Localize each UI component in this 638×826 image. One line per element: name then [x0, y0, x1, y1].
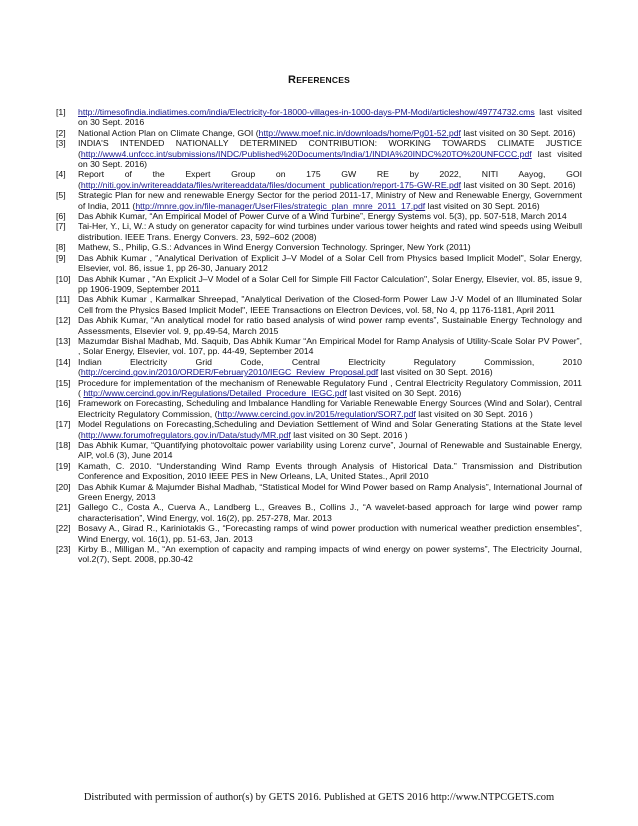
reference-item — [56, 419, 582, 440]
reference-item — [56, 211, 582, 221]
reference-link[interactable]: http://www.moef.nic.in/downloads/home/Pg01-52.pdf — [258, 127, 461, 138]
reference-number: [7] — [56, 221, 66, 232]
reference-link[interactable]: http://mnre.gov.in/file-manager/UserFiles/strategic_plan_mnre_2011_17.pdf — [135, 200, 426, 211]
reference-number: [3] — [56, 138, 66, 149]
distribution-footer: Distributed with permission of author(s) by GETS 2016. Published at GETS 2016 http://www.NTPCGETS.com — [83, 792, 555, 803]
reference-number: [12] — [56, 315, 71, 326]
reference-text — [78, 169, 582, 190]
reference-number: [20] — [56, 481, 71, 492]
reference-text — [78, 461, 582, 482]
reference-text-segment: last visited on 30 Sept. 2016) — [378, 367, 493, 378]
reference-link[interactable]: http://cercind.gov.in/2010/ORDER/February2010/IEGC_Review_Proposal.pdf — [80, 367, 379, 378]
reference-text-segment: Das Abhik Kumar , "Analytical Derivation of Explicit J–V Model of a Solar Cell from Physics based Implicit Model", Solar Energy, Elsevier, vol. 86, issue 1, pp 26-30, January 2012 — [78, 252, 582, 274]
reference-text — [78, 482, 582, 503]
reference-text-segment: Indian Electricity Grid Code, Central Electricity Regulatory Commission, 2010 ( — [78, 356, 582, 378]
reference-item — [56, 482, 582, 503]
reference-text-segment: Bosavy A., Girad R., Kariniotakis G., “Forecasting ramps of wind power production with numerical weather prediction ensembles”, Wind Energy, vol. 16(1), pp. 51-63, Jan. 2013 — [78, 523, 582, 544]
reference-text — [78, 357, 582, 378]
reference-text-segment: last visited on 30 Sept. 2016) — [460, 127, 576, 138]
reference-text-segment: Das Abhik Kumar , "An Explicit J–V Model of a Solar Cell for Simple Fill Factor Calculation", Solar Energy, Elsevier, vol. 85, issue 9, pp 1906-1909, September 2011 — [78, 273, 582, 294]
reference-link[interactable]: http://www.forumofregulators.gov.in/Data/study/MR.pdf — [80, 429, 291, 440]
reference-number: [9] — [56, 252, 66, 263]
reference-item — [56, 544, 582, 565]
reference-text — [78, 294, 582, 315]
reference-text — [78, 544, 582, 565]
reference-number: [8] — [56, 242, 66, 253]
reference-item — [56, 169, 582, 190]
reference-text — [78, 242, 582, 252]
reference-number: [16] — [56, 398, 71, 409]
reference-text — [78, 336, 582, 357]
reference-item — [56, 440, 582, 461]
reference-text — [78, 107, 582, 128]
reference-number: [6] — [56, 211, 66, 222]
reference-text-segment: Framework on Forecasting, Scheduling and Imbalance Handling for Variable Renewable Energy Sources (Wind and Solar), Central Electricity Regulatory Commission, ( — [78, 398, 582, 419]
reference-item — [56, 274, 582, 295]
reference-item — [56, 242, 582, 252]
reference-item — [56, 398, 582, 419]
reference-text — [78, 221, 582, 242]
reference-item — [56, 315, 582, 336]
reference-text — [78, 419, 582, 440]
reference-item — [56, 190, 582, 211]
reference-item — [56, 128, 582, 138]
reference-item — [56, 336, 582, 357]
reference-number: [4] — [56, 169, 66, 180]
reference-number: [2] — [56, 127, 66, 138]
reference-text — [78, 440, 582, 461]
reference-text-segment: Mazumdar Bishal Madhab, Md. Saquib, Das Abhik Kumar “An Empirical Model for Ramp Analysis of Utility-Scale Solar PV Power”, , Solar Energy, Elsevier, vol. 107, pp. 44-49, September 2014 — [78, 335, 582, 357]
reference-text — [78, 253, 582, 274]
reference-text — [78, 378, 582, 399]
reference-number: [23] — [56, 544, 71, 555]
reference-text-segment: last visited on 30 Sept. 2016 — [78, 107, 582, 128]
reference-link[interactable]: http://niti.gov.in/writereaddata/files/writereaddata/files/document_publication/report-175-GW-RE.pdf — [80, 179, 462, 190]
reference-text — [78, 138, 582, 169]
reference-item — [56, 357, 582, 378]
reference-text-segment: Strategic Plan for new and renewable Energy Sector for the period 2011-17, Ministry of New and Renewable Energy, Government of India, 2011 ( — [78, 190, 582, 211]
references-heading — [0, 74, 638, 86]
reference-number: [18] — [56, 440, 71, 450]
reference-text-segment: last visited on 30 Sept. 2016 ) — [415, 408, 533, 419]
reference-item — [56, 502, 582, 523]
reference-text-segment: Gallego C., Costa A., Cuerva A., Landberg L., Greaves B., Collins J., “A wavelet-based approach for large wind power ramp characterisation”, Wind Energy, vol. 16(2), pp. 257-278, Mar. 2013 — [78, 502, 582, 523]
reference-text — [78, 502, 582, 523]
reference-item — [56, 523, 582, 544]
reference-item — [56, 221, 582, 242]
reference-number: [11] — [56, 294, 70, 305]
reference-text-segment: Das Abhik Kumar, “An analytical model for ratio based analysis of wind power ramp events”, Sustainable Energy Technology and Assessments, Elsevier vol. 9, pp.49-54, March 2015 — [78, 315, 582, 336]
reference-number: [1] — [56, 107, 66, 117]
reference-text-segment: Kamath, C. 2010. “Understanding Wind Ramp Events through Analysis of Historical Data.” Transmission and Distribution Conference and Exposition, 2010 IEEE PES in New Orleans, LA, United States., April 2010 — [78, 460, 582, 482]
reference-item — [56, 107, 582, 128]
reference-text — [78, 274, 582, 295]
reference-number: [14] — [56, 356, 71, 367]
reference-number: [10] — [56, 273, 71, 284]
reference-item — [56, 461, 582, 482]
reference-text — [78, 190, 582, 211]
reference-item — [56, 138, 582, 169]
reference-number: [22] — [56, 523, 71, 534]
reference-text-segment: Das Abhik Kumar, “Quantifying photovoltaic power variability using Lorenz curve”, Journal of Renewable and Sustainable Energy, AIP, vol.6 (3), June 2014 — [78, 440, 582, 461]
reference-link[interactable]: http://www.cercind.gov.in/Regulations/Detailed_Procedure_IEGC.pdf — [83, 387, 347, 398]
reference-number: [5] — [56, 190, 66, 201]
reference-text — [78, 211, 582, 221]
reference-text-segment: Das Abhik Kumar & Majumder Bishal Madhab, “Statistical Model for Wind Power based on Ramp Analysis”, International Journal of Green Energy, 2013 — [78, 481, 582, 503]
reference-link[interactable]: http://www.cercind.gov.in/2015/regulation/SOR7.pdf — [217, 408, 416, 419]
reference-text — [78, 315, 582, 336]
reference-text-segment: Mathew, S., Philip, G.S.: Advances in Wind Energy Conversion Technology. Springer, New York (2011) — [78, 242, 471, 253]
reference-link[interactable]: http://www4.unfccc.int/submissions/INDC/Published%20Documents/India/1/INDIA%20INDC%20TO%20UNFCCC.pdf — [80, 148, 532, 159]
reference-item — [56, 253, 582, 274]
reference-text — [78, 398, 582, 419]
reference-text-segment: Tai-Her, Y., Li, W.: A study on generator capacity for wind turbines under various tower heights and rated wind speeds using Weibull distribution. IEEE Trans. Energy Convers. 23, 592–602 (2008) — [78, 221, 582, 242]
reference-text-segment: National Action Plan on Climate Change, GOI ( — [78, 127, 259, 138]
reference-text-segment: last visited on 30 Sept. 2016) — [346, 387, 462, 398]
reference-text-segment: INDIA'S INTENDED NATIONALLY DETERMINED CONTRIBUTION: WORKING TOWARDS CLIMATE JUSTICE ( — [78, 138, 582, 159]
reference-text-segment: Model Regulations on Forecasting,Scheduling and Deviation Settlement of Wind and Solar Generating Stations at the State level ( — [78, 419, 582, 440]
reference-link[interactable]: http://timesofindia.indiatimes.com/india/Electricity-for-18000-villages-in-1000-days-PM-Modi/articleshow/49774732.cms — [78, 107, 535, 117]
reference-text-segment: Das Abhik Kumar, “An Empirical Model of Power Curve of a Wind Turbine”, Energy Systems vol. 5(3), pp. 507-518, March 2014 — [78, 211, 567, 222]
reference-text-segment: last visited on 30 Sept. 2016) — [425, 200, 540, 211]
reference-text-segment: last visited on 30 Sept. 2016) — [461, 179, 576, 190]
reference-list — [56, 107, 582, 565]
reference-item — [56, 294, 582, 315]
heading-initial: R — [288, 74, 297, 86]
reference-text-segment: Das Abhik Kumar , Karmalkar Shreepad, "Analytical Derivation of the Closed-form Power Law J-V Model of an Illuminated Solar Cell from the Physics Based Implicit Model", IEEE Transactions on Electron Devices, vol. 58, No 4, pp 1176-1181, April 2011 — [78, 294, 582, 315]
reference-text-segment: Report of the Expert Group on 175 GW RE by 2022, NITI Aayog, GOI ( — [78, 169, 582, 190]
reference-number: [15] — [56, 377, 71, 388]
reference-item — [56, 378, 582, 399]
reference-text-segment: last visited on 30 Sept. 2016) — [78, 148, 582, 170]
reference-number: [17] — [56, 419, 71, 430]
reference-text — [78, 128, 582, 138]
reference-number: [13] — [56, 335, 71, 346]
reference-text-segment: Kirby B., Milligan M., “An exemption of capacity and ramping impacts of wind energy on power systems”, The Electricity Journal, vol.2(7), Sept. 2008, pp.30-42 — [78, 544, 582, 565]
reference-text-segment: Procedure for implementation of the mechanism of Renewable Regulatory Fund , Central Electricity Regulatory Commission, 2011 ( — [78, 377, 582, 398]
reference-text-segment: last visited on 30 Sept. 2016 ) — [290, 429, 408, 440]
reference-number: [19] — [56, 460, 71, 471]
heading-rest: EFERENCES — [296, 75, 350, 85]
reference-text — [78, 523, 582, 544]
reference-number: [21] — [56, 502, 71, 513]
